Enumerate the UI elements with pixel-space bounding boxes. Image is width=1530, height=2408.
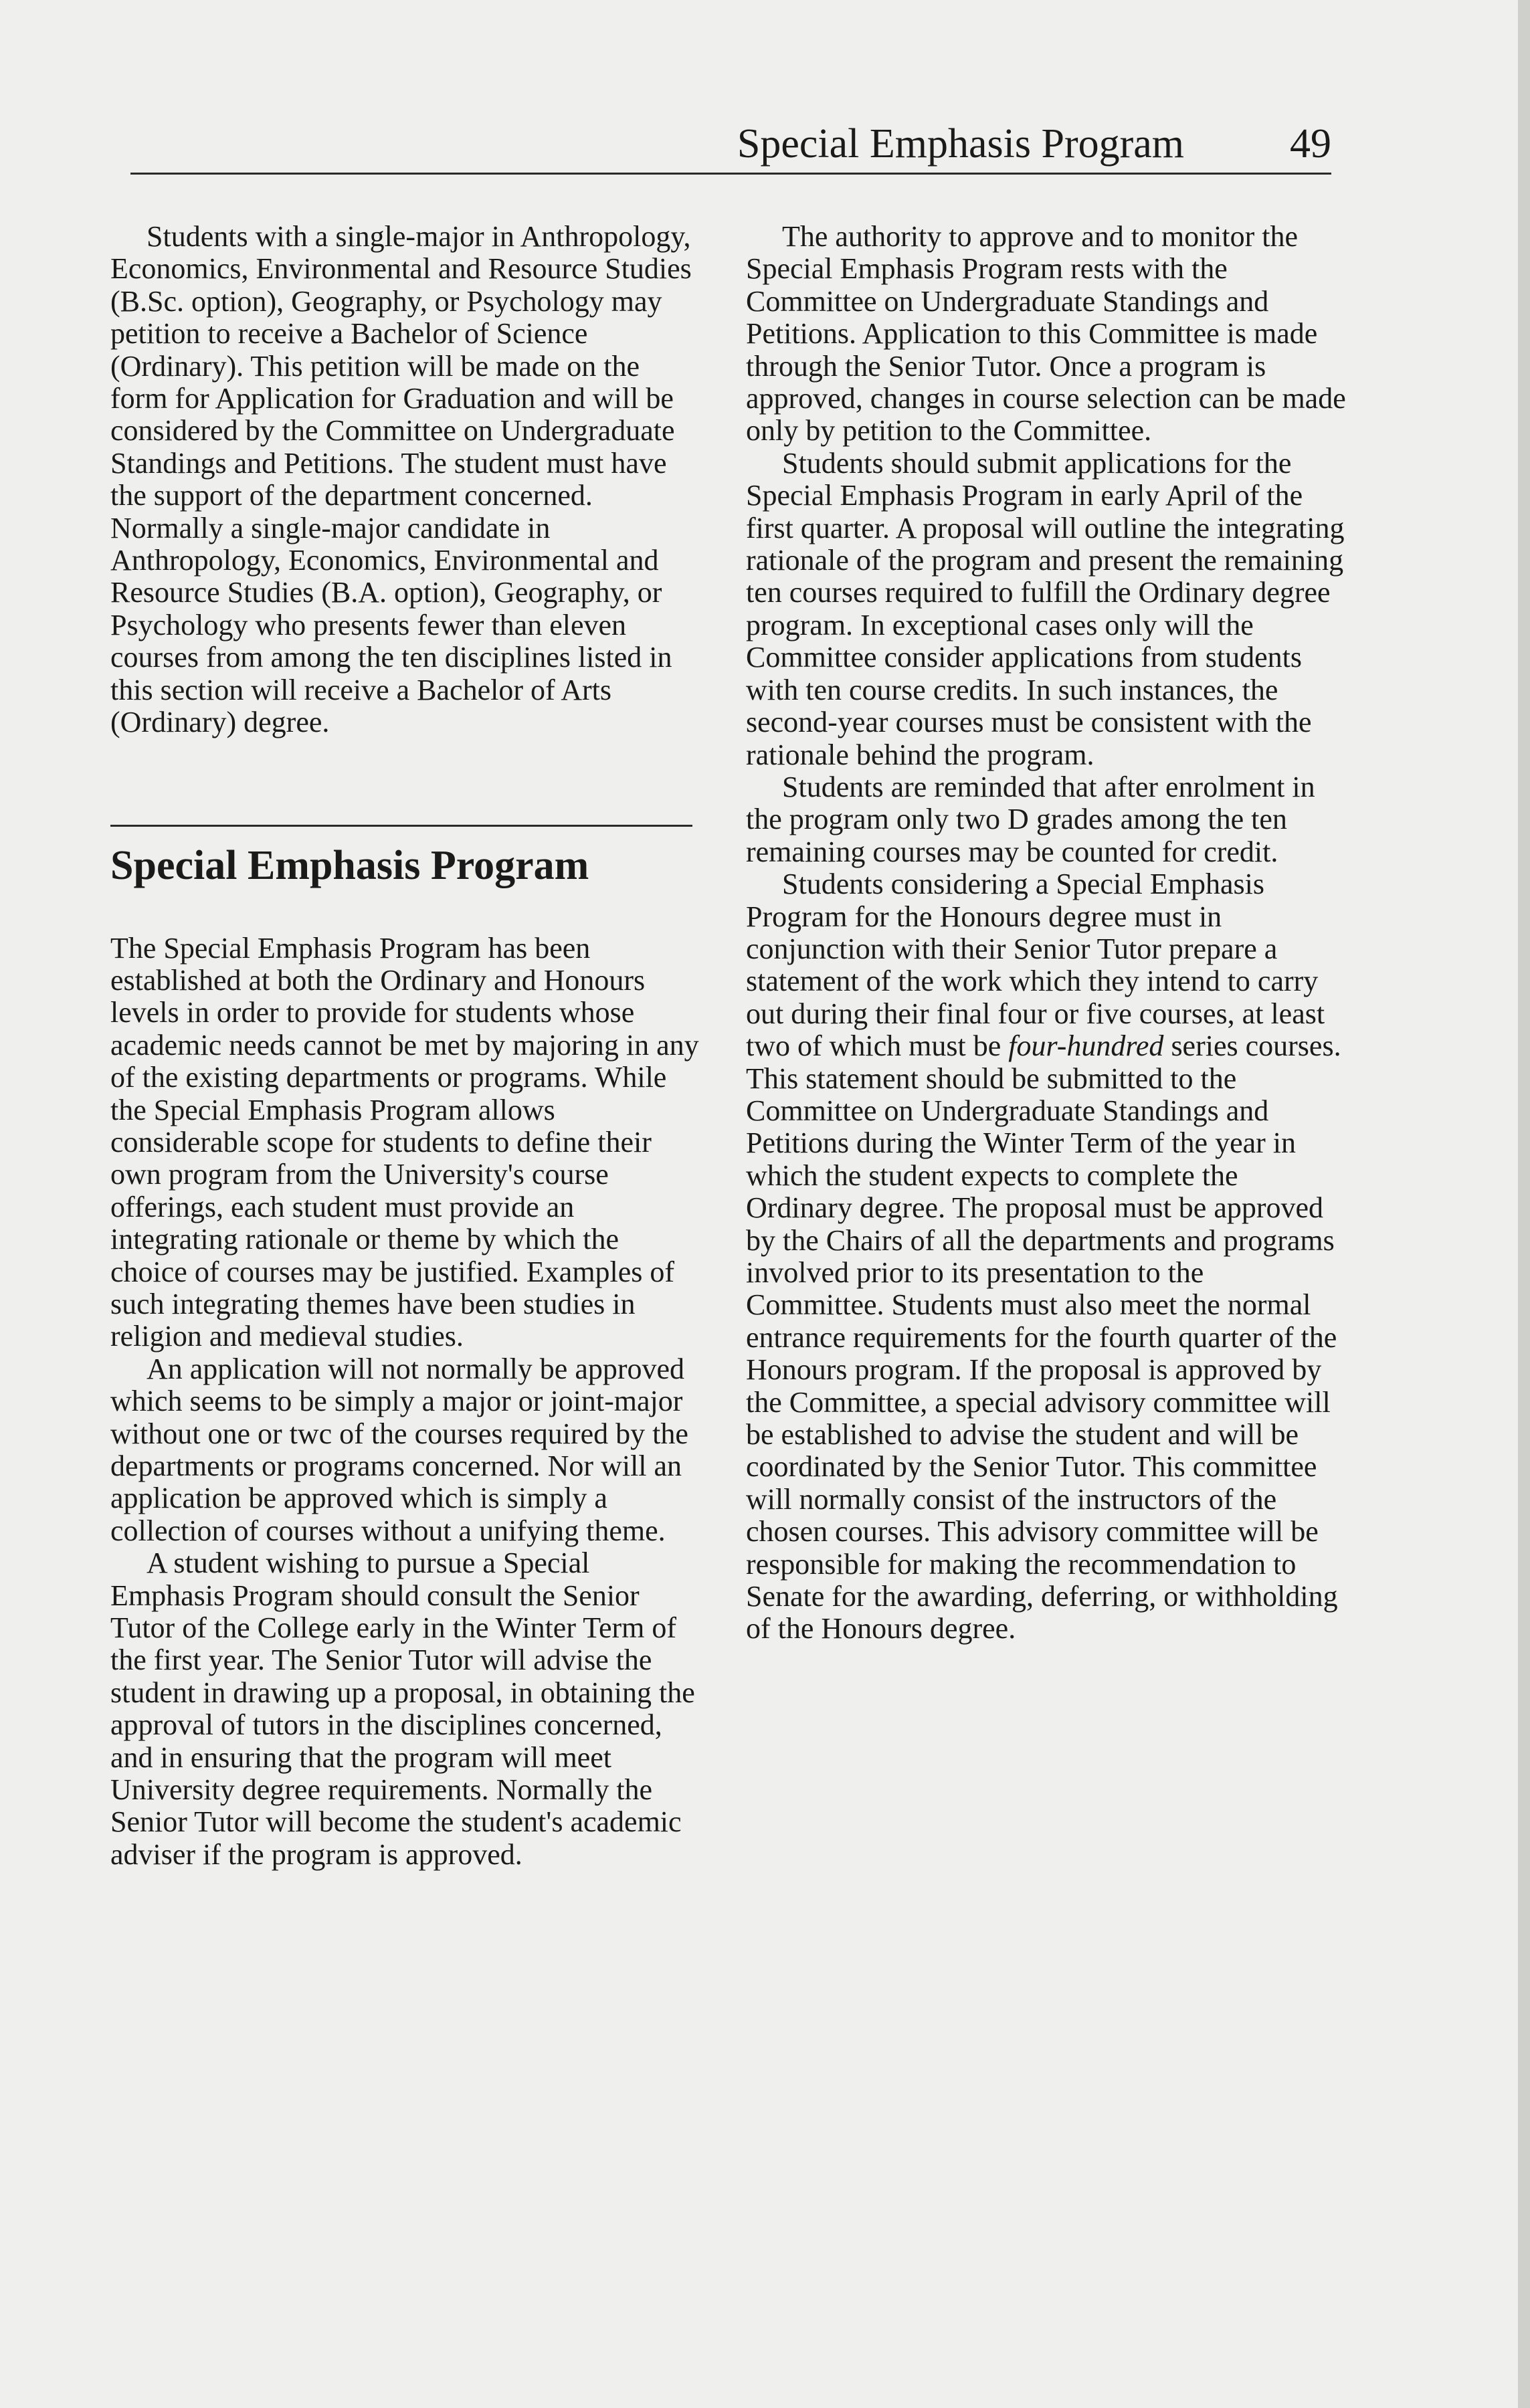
italic-emphasis: four-hundred bbox=[1008, 1029, 1164, 1063]
body-paragraph: The authority to approve and to monitor the Special Emphasis Program rests with the Committee on Undergraduate Standings and Petitions. Application to this Committee is made through the Senior Tutor. Once a program is approved, changes in course selection can be made only by petition to the Committee. bbox=[746, 220, 1346, 447]
running-head-title: Special Emphasis Program bbox=[737, 121, 1184, 167]
body-paragraph-honours bbox=[746, 868, 1348, 1645]
page-edge-shadow bbox=[1518, 0, 1530, 2408]
body-paragraph: Students are reminded that after enrolment in the program only two D grades among the ten remaining courses may be counted for credit. bbox=[746, 770, 1315, 868]
paragraph-text: series courses. This statement should be submitted to the Committee on Undergraduate Standings and Petitions during the Winter Term of the year in which the student expects to complete the Ordinary degree. The proposal must be approved by the Chairs of all the departments and programs involved prior to its presentation to the Committee. Students must also meet the normal entrance requirements for the fourth quarter of the Honours program. If the proposal is approved by the Committee, a special advisory committee will be established to advise the student and will be coordinated by the Senior Tutor. This committee will normally consist of the instructors of the chosen courses. This advisory committee will be responsible for making the recommendation to Senate for the awarding, deferring, or withholding of the Honours degree. bbox=[746, 1029, 1341, 1645]
intro-paragraph: Students with a single-major in Anthropology, Economics, Environmental and Resource Studies (B.Sc. option), Geography, or Psychology may petition to receive a Bachelor of Science (Ordinary). This petition will be made on the form for Application for Graduation and will be considered by the Committee on Undergraduate Standings and Petitions. The student must have the support of the department concerned. Normally a single-major candidate in Anthropology, Economics, Environmental and Resource Studies (B.A. option), Geography, or Psychology who presents fewer than eleven courses from among the ten disciplines listed in this section will receive a Bachelor of Arts (Ordinary) degree. bbox=[110, 220, 692, 739]
section-heading: Special Emphasis Program bbox=[110, 842, 589, 888]
right-column bbox=[746, 221, 1348, 1645]
body-paragraph: A student wishing to pursue a Special Emphasis Program should consult the Senior Tutor of the College early in the Winter Term of the first year. The Senior Tutor will advise the student in drawing up a proposal, in obtaining the approval of tutors in the disciplines concerned, and in ensuring that the program will meet University degree requirements. Normally the Senior Tutor will become the student's academic adviser if the program is approved. bbox=[110, 1546, 695, 1871]
paragraph-text: Students considering a Special Emphasis Program for the Honours degree must in conjunction with their Senior Tutor prepare a statement of the work which they intend to carry out during their final four or five courses, at least two of which must be bbox=[746, 868, 1325, 1063]
section-divider bbox=[110, 825, 692, 827]
left-column bbox=[110, 221, 699, 1871]
body-paragraph: An application will not normally be approved which seems to be simply a major or joint-major without one or twc of the courses required by the departments or programs concerned. Nor will an application be approved which is simply a collection of courses without a unifying theme. bbox=[110, 1352, 688, 1547]
body-paragraph: The Special Emphasis Program has been established at both the Ordinary and Honours levels in order to provide for students whose academic needs cannot be met by majoring in any of the existing departments or programs. While the Special Emphasis Program allows considerable scope for students to define their own program from the University's course offerings, each student must provide an integrating rationale or theme by which the choice of courses may be justified. Examples of such integrating themes have been studies in religion and medieval studies. bbox=[110, 931, 699, 1353]
running-head bbox=[130, 115, 1331, 175]
body-paragraph: Students should submit applications for the Special Emphasis Program in early April of the first quarter. A proposal will outline the integrating rationale of the program and present the remaining ten courses required to fulfill the Ordinary degree program. In exceptional cases only will the Committee consider applications from students with ten course credits. In such instances, the second-year courses must be consistent with the rationale behind the program. bbox=[746, 446, 1345, 771]
page-number: 49 bbox=[1290, 121, 1331, 167]
